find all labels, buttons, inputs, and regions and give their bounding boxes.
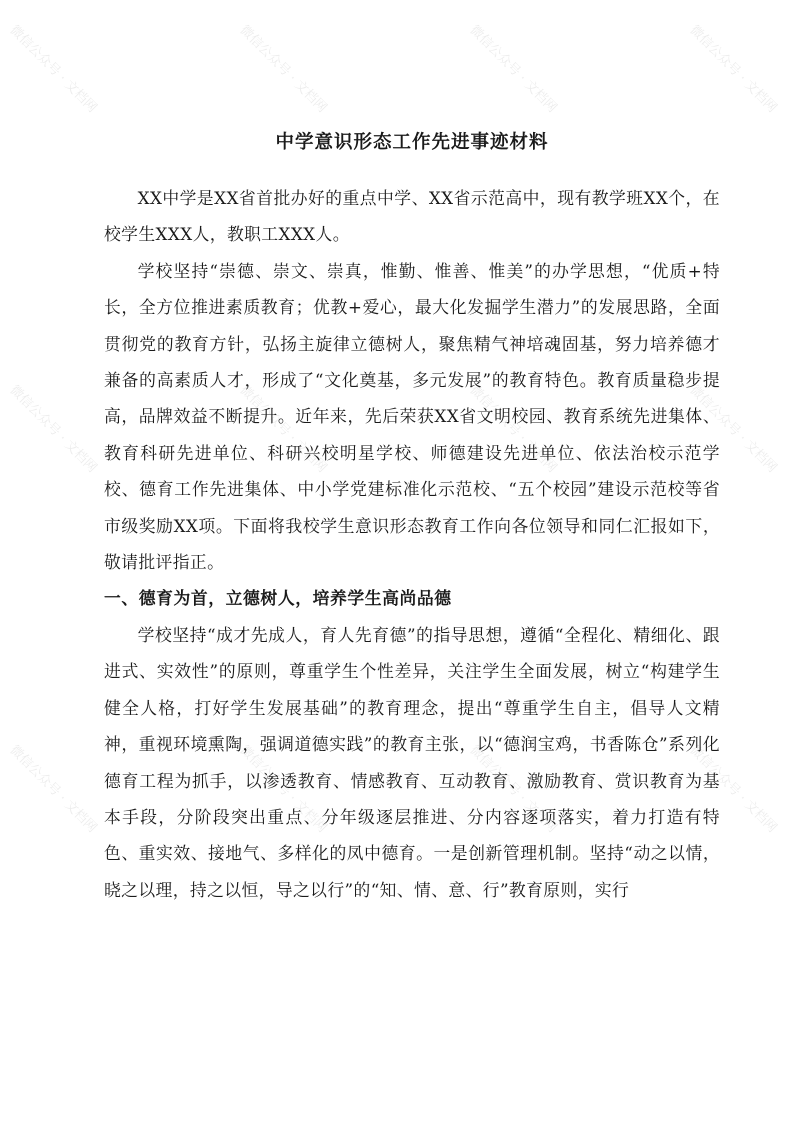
watermark: 微信公众号 · 文档网 <box>236 22 330 116</box>
watermark: 微信公众号 · 文档网 <box>236 382 330 476</box>
document-body <box>104 120 720 908</box>
watermark: 微信公众号 · 文档网 <box>466 22 560 116</box>
watermark: 微信公众号 · 文档网 <box>686 382 780 476</box>
watermark: 微信公众号 · 文档网 <box>236 742 330 836</box>
watermark: 微信公众号 · 文档网 <box>686 22 780 116</box>
watermark: 微信公众号 · 文档网 <box>466 742 560 836</box>
paragraph-philosophy: 学校坚持“崇德、崇文、崇真，惟勤、惟善、惟美”的办学思想，“优质+特长，全方位推进素质教育；优教+爱心，最大化发掘学生潜力”的发展思路，全面贯彻党的教育方针，弘扬主旋律立德树人，聚焦精气神培魂固基，努力培养德才兼备的高素质人才，形成了“文化奠基，多元发展”的教育特色。教育质量稳步提高，品牌效益不断提升。近年来，先后荣获XX省文明校园、教育系统先进集体、教育科研先进单位、科研兴校明星学校、师德建设先进单位、依法治校示范学校、德育工作先进集体、中小学党建标准化示范校、“五个校园”建设示范校等省市级奖励XX项。下面将我校学生意识形态教育工作向各位领导和同仁汇报如下，敬请批评指正。 <box>104 260 720 573</box>
paragraph-intro: XX中学是XX省首批办好的重点中学、XX省示范高中，现有教学班XX个，在校学生XXX人，教职工XXX人。 <box>104 188 720 245</box>
watermark: 微信公众号 · 文档网 <box>686 742 780 836</box>
watermark: 微信公众号 · 文档网 <box>6 22 100 116</box>
paragraph-section-body: 学校坚持“成才先成人，育人先育德”的指导思想，遵循“全程化、精细化、跟进式、实效性”的原则，尊重学生个性差异，关注学生全面发展，树立“构建学生健全人格，打好学生发展基础”的教育理念，提出“尊重学生自主，倡导人文精神，重视环境熏陶，强调道德实践”的教育主张，以“德润宝鸡，书香陈仓”系列化德育工程为抓手，以渗透教育、情感教育、互动教育、激励教育、赏识教育为基本手段，分阶段突出重点、分年级逐层推进、分内容逐项落实，着力打造有特色、重实效、接地气、多样化的凤中德育。一是创新管理机制。坚持“动之以情，晓之以理，持之以恒，导之以行”的“知、情、意、行”教育原则，实行 <box>104 624 720 900</box>
section-heading: 一、德育为首，立德树人，培养学生高尚品德 <box>104 588 452 609</box>
watermark: 微信公众号 · 文档网 <box>6 382 100 476</box>
document-title: 中学意识形态工作先进事迹材料 <box>275 132 549 153</box>
watermark: 微信公众号 · 文档网 <box>466 382 560 476</box>
watermark: 微信公众号 · 文档网 <box>6 742 100 836</box>
